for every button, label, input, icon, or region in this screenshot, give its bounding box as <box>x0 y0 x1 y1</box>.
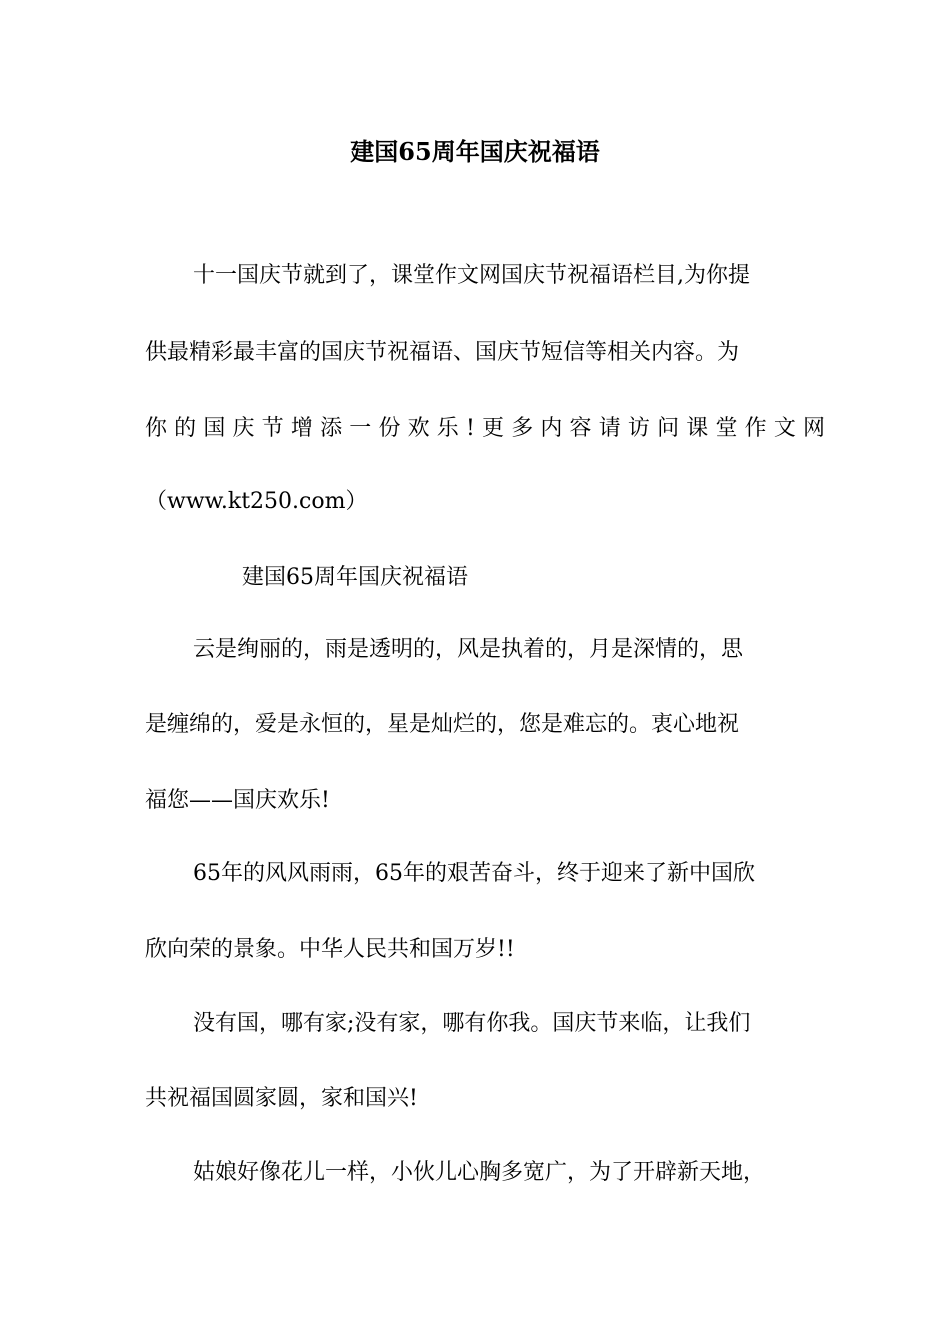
subheading: 建国65周年国庆祝福语 <box>242 565 468 590</box>
paragraph-2-line-1: 65年的风风雨雨，65年的艰苦奋斗，终于迎来了新中国欣 <box>193 861 755 886</box>
paragraph-4-line-1: 姑娘好像花儿一样，小伙儿心胸多宽广，为了开辟新天地， <box>193 1160 766 1185</box>
document-title: 建国65周年国庆祝福语 <box>350 137 600 166</box>
paragraph-2-line-2: 欣向荣的景象。中华人民共和国万岁!! <box>145 937 515 962</box>
paragraph-3-line-2: 共祝福国圆家圆，家和国兴! <box>145 1086 418 1111</box>
paragraph-3-line-1: 没有国，哪有家;没有家，哪有你我。国庆节来临，让我们 <box>193 1011 751 1036</box>
intro-line-3: 你的国庆节增添一份欢乐!更多内容请访问课堂作文网 <box>145 416 825 441</box>
intro-line-4: （www.kt250.com） <box>145 489 368 514</box>
paragraph-1-line-3: 福您——国庆欢乐! <box>145 788 330 813</box>
paragraph-1-line-2: 是缠绵的，爱是永恒的，星是灿烂的，您是难忘的。衷心地祝 <box>145 712 740 737</box>
intro-line-1: 十一国庆节就到了，课堂作文网国庆节祝福语栏目,为你提 <box>193 263 750 288</box>
intro-line-2: 供最精彩最丰富的国庆节祝福语、国庆节短信等相关内容。为 <box>145 340 740 365</box>
paragraph-1-line-1: 云是绚丽的，雨是透明的，风是执着的，月是深情的，思 <box>193 637 744 662</box>
